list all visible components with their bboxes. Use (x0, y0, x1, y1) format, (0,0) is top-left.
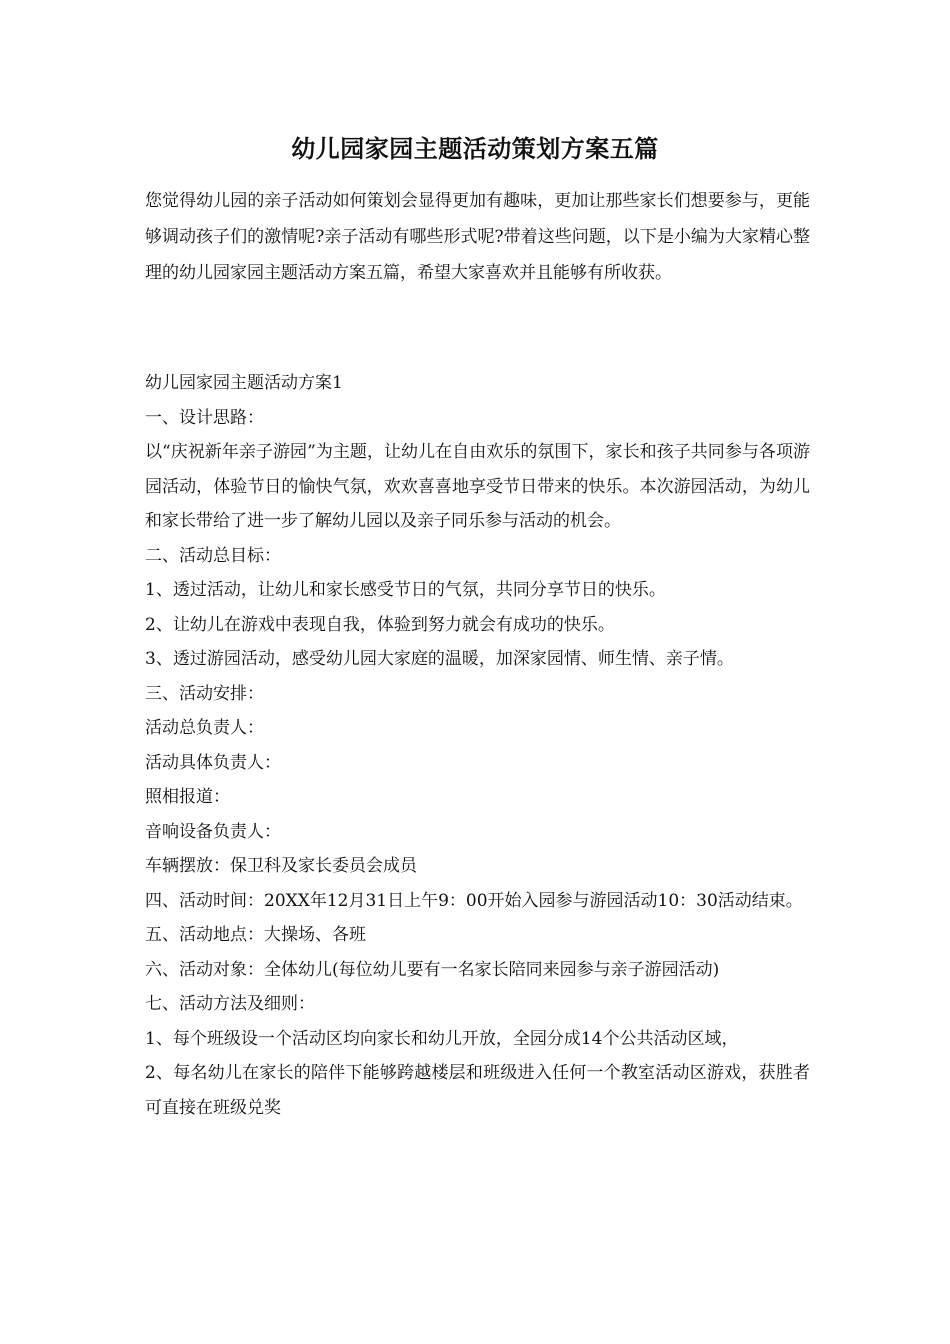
list-item: 3、透过游园活动，感受幼儿园大家庭的温暖，加深家园情、师生情、亲子情。 (145, 649, 734, 669)
document-body (145, 366, 810, 1125)
list-item: 2、每名幼儿在家长的陪伴下能够跨越楼层和班级进入任何一个教室活动区游戏，获胜者可直接在班级兑奖 (145, 1063, 810, 1118)
section-heading: 幼儿园家园主题活动方案1 (145, 373, 343, 393)
paragraph: 活动总负责人： (145, 718, 264, 738)
subheading: 二、活动总目标： (145, 545, 281, 566)
paragraph: 以“庆祝新年亲子游园”为主题，让幼儿在自由欢乐的氛围下，家长和孩子共同参与各项游园活动，体验节日的愉快气氛，欢欢喜喜地享受节日带来的快乐。本次游园活动，为幼儿和家长带给了进一步了解幼儿园以及亲子同乐参与活动的机会。 (145, 442, 810, 531)
subheading: 一、设计思路： (145, 407, 264, 428)
subheading: 三、活动安排： (145, 683, 264, 704)
paragraph: 四、活动时间：20XX年12月31日上午9：00开始入园参与游园活动10：30活动结束。 (145, 890, 803, 911)
document-title: 幼儿园家园主题活动策划方案五篇 (291, 134, 659, 163)
paragraph: 六、活动对象：全体幼儿(每位幼儿要有一名家长陪同来园参与亲子游园活动) (145, 959, 720, 980)
paragraph: 车辆摆放：保卫科及家长委员会成员 (145, 856, 417, 876)
paragraph: 照相报道： (145, 787, 230, 807)
list-item: 1、每个班级设一个活动区均向家长和幼儿开放，全园分成14个公共活动区域， (145, 1028, 739, 1049)
paragraph: 活动具体负责人： (145, 752, 281, 773)
paragraph: 五、活动地点：大操场、各班 (145, 925, 366, 945)
intro-paragraph: 您觉得幼儿园的亲子活动如何策划会显得更加有趣味，更加让那些家长们想要参与，更能够调动孩子们的激情呢?亲子活动有哪些形式呢?带着这些问题，以下是小编为大家精心整理的幼儿园家园主题活动方案五篇，希望大家喜欢并且能够有所收获。 (145, 191, 810, 283)
subheading: 七、活动方法及细则： (145, 994, 315, 1014)
paragraph: 音响设备负责人： (145, 821, 281, 842)
list-item: 2、让幼儿在游戏中表现自我，体验到努力就会有成功的快乐。 (145, 614, 615, 635)
list-item: 1、透过活动，让幼儿和家长感受节日的气氛，共同分享节日的快乐。 (145, 580, 666, 600)
